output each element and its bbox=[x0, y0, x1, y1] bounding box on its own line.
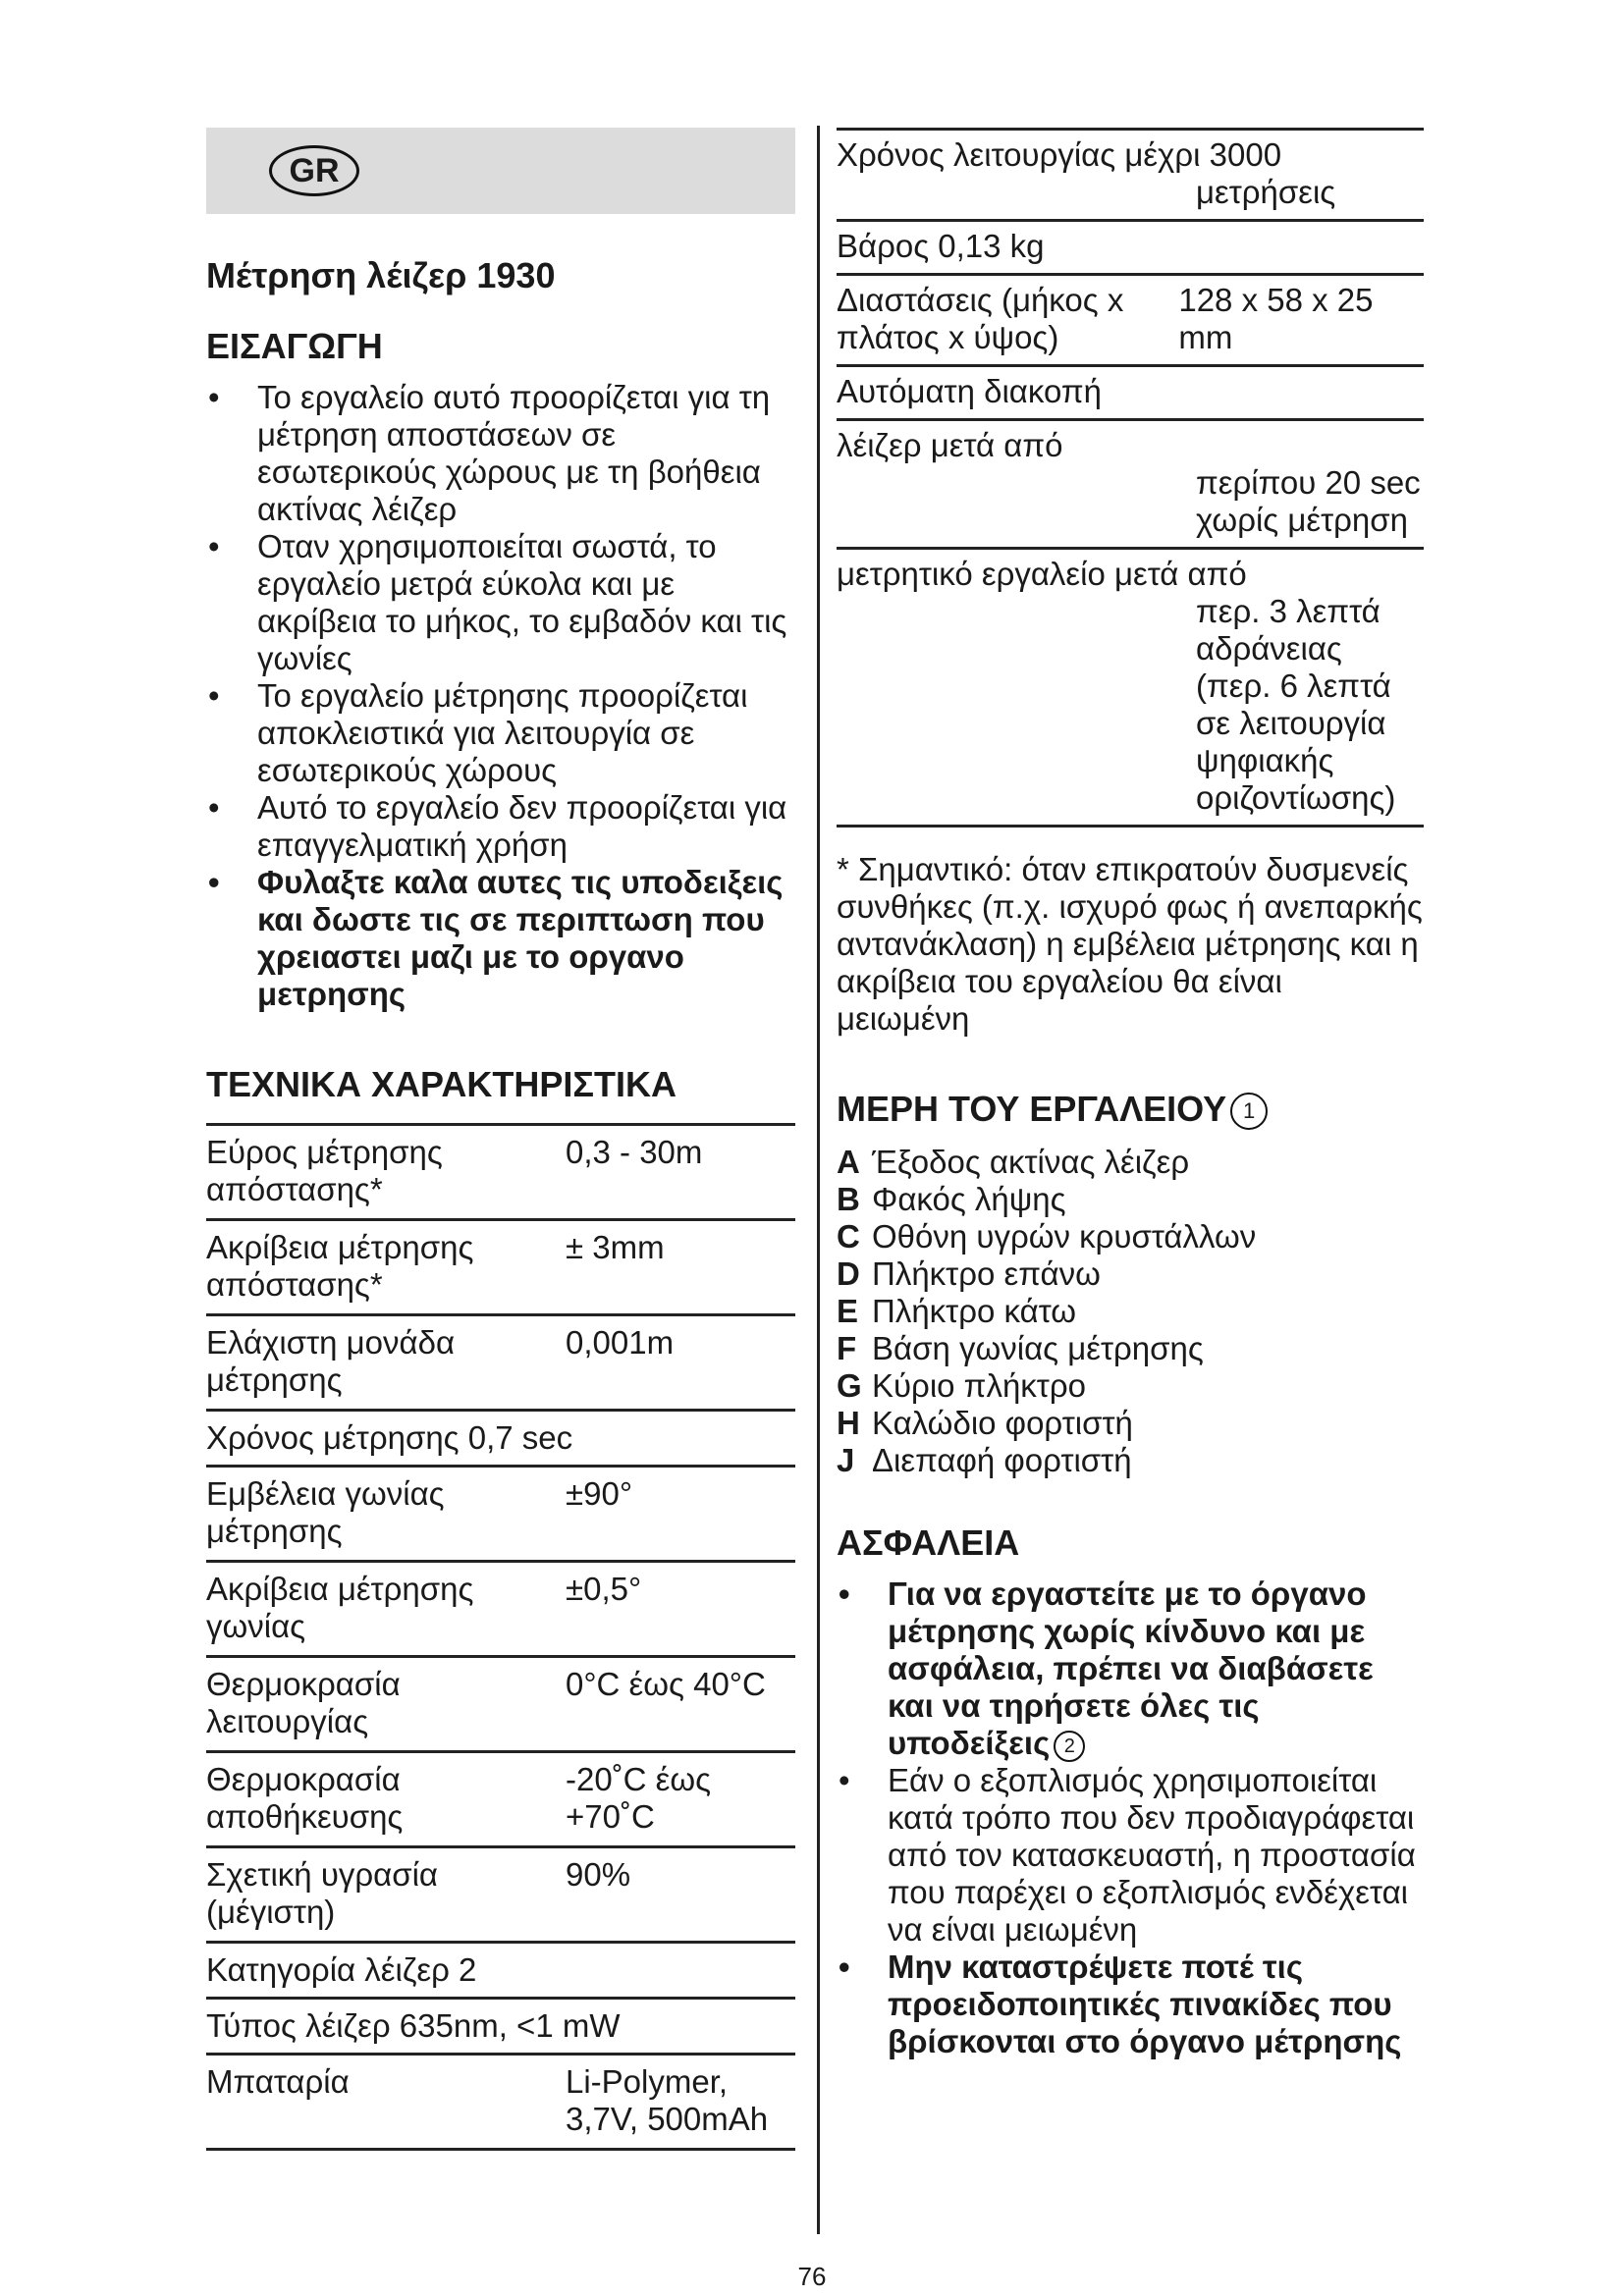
spec-label: μετρητικό εργαλείο μετά από bbox=[837, 556, 1247, 592]
spec-row bbox=[206, 1943, 795, 1999]
spec-label: Βάρος 0,13 kg bbox=[837, 228, 1045, 264]
part-label: Διεπαφή φορτιστή bbox=[872, 1442, 1132, 1478]
right-column bbox=[837, 128, 1424, 2060]
part-letter: B bbox=[837, 1181, 860, 1217]
spec-label: Εύρος μέτρησης απόστασης* bbox=[206, 1134, 443, 1207]
spec-row bbox=[206, 1220, 795, 1315]
spec-row-auto-off bbox=[837, 364, 1424, 418]
part-item bbox=[837, 1218, 1424, 1255]
spec-value: Li-Polymer, 3,7V, 500mAh bbox=[566, 2063, 769, 2137]
spec-label: Εμβέλεια γωνίας μέτρησης bbox=[206, 1475, 445, 1549]
spec-row-weight bbox=[837, 219, 1424, 273]
part-letter: A bbox=[837, 1144, 860, 1180]
spec-label: Ακρίβεια μέτρησης γωνίας bbox=[206, 1571, 474, 1644]
spec-value: 0°C έως 40°C bbox=[566, 1666, 766, 1702]
part-letter: H bbox=[837, 1405, 860, 1441]
spec-row bbox=[206, 1657, 795, 1752]
left-column bbox=[206, 128, 795, 2151]
spec-label: Σχετική υγρασία (μέγιστη) bbox=[206, 1856, 438, 1930]
intro-item bbox=[206, 789, 795, 864]
part-label: Πλήκτρο κάτω bbox=[872, 1293, 1077, 1329]
spec-full: Χρόνος μέτρησης 0,7 sec bbox=[206, 1419, 573, 1456]
page-number: 76 bbox=[797, 2262, 827, 2291]
safety-item bbox=[837, 1949, 1424, 2060]
spec-label: Ελάχιστη μονάδα μέτρησης bbox=[206, 1324, 456, 1398]
part-label: Καλώδιο φορτιστή bbox=[872, 1405, 1133, 1441]
intro-item bbox=[206, 528, 795, 677]
intro-item-text: Το εργαλείο μέτρησης προορίζεται αποκλειστικά για λειτουργία σε εσωτερικούς χώρους bbox=[257, 677, 748, 788]
part-item bbox=[837, 1442, 1424, 1479]
intro-list bbox=[206, 379, 795, 1013]
language-badge: GR bbox=[269, 145, 359, 196]
safety-item bbox=[837, 1762, 1424, 1949]
part-item bbox=[837, 1293, 1424, 1330]
parts-heading-text: ΜΕΡΗ ΤΟΥ ΕΡΓΑΛΕΙΟΥ bbox=[837, 1089, 1227, 1129]
spec-label: Θερμοκρασία αποθήκευσης bbox=[206, 1761, 404, 1835]
spec-value: ±0,5° bbox=[566, 1571, 642, 1607]
part-letter: J bbox=[837, 1442, 855, 1478]
tech-specs-heading: ΤΕΧΝΙΚΑ ΧΑΡΑΚΤΗΡΙΣΤΙΚΑ bbox=[206, 1064, 677, 1104]
spec-row-dimensions bbox=[837, 273, 1424, 364]
intro-item-text: Το εργαλείο αυτό προορίζεται για τη μέτρηση αποστάσεων σε εσωτερικούς χώρους με τη βοήθεια ακτίνας λέιζερ bbox=[257, 379, 771, 527]
intro-item bbox=[206, 677, 795, 789]
spec-value: -20˚C έως +70˚C bbox=[566, 1761, 712, 1835]
spec-row bbox=[206, 1467, 795, 1562]
intro-heading: ΕΙΣΑΓΩΓΗ bbox=[206, 326, 383, 366]
spec-label: Ακρίβεια μέτρησης απόστασης* bbox=[206, 1229, 474, 1303]
spec-label: Διαστάσεις (μήκος x πλάτος x ύψος) bbox=[837, 282, 1124, 355]
part-letter: C bbox=[837, 1218, 860, 1255]
part-label: Φακός λήψης bbox=[872, 1181, 1066, 1217]
part-label: Βάση γωνίας μέτρησης bbox=[872, 1330, 1204, 1366]
intro-item bbox=[206, 379, 795, 528]
spec-label: Μπαταρία bbox=[206, 2063, 350, 2100]
spec-value: χωρίς μέτρηση bbox=[1196, 502, 1408, 538]
tech-specs-table bbox=[206, 1123, 795, 2151]
part-item bbox=[837, 1144, 1424, 1181]
spec-full: Κατηγορία λέιζερ 2 bbox=[206, 1951, 477, 1988]
spec-value: ± 3mm bbox=[566, 1229, 665, 1265]
specs-continued bbox=[837, 128, 1424, 828]
spec-value: 90% bbox=[566, 1856, 631, 1893]
part-label: Οθόνη υγρών κρυστάλλων bbox=[872, 1218, 1257, 1255]
intro-item-text: Φυλαξτε καλα αυτες τις υποδειξεις και δωστε τις σε περιπτωση που χρειαστει μαζι με το οργανο μετρησης bbox=[257, 864, 784, 1012]
spec-full: Τύπος λέιζερ 635nm, <1 mW bbox=[206, 2007, 621, 2044]
language-band bbox=[206, 128, 795, 214]
part-item bbox=[837, 1255, 1424, 1293]
safety-heading: ΑΣΦΑΛΕΙΑ bbox=[837, 1522, 1020, 1563]
spec-row-operating-time bbox=[837, 128, 1424, 219]
spec-row bbox=[206, 2055, 795, 2150]
intro-item-text: Αυτό το εργαλείο δεν προορίζεται για επαγγελματική χρήση bbox=[257, 789, 787, 863]
spec-value: 0,3 - 30m bbox=[566, 1134, 703, 1170]
spec-value: 128 x 58 x 25 mm bbox=[1178, 282, 1374, 355]
safety-item-text: Για να εργαστείτε με το όργανο μέτρησης χωρίς κίνδυνο και με ασφάλεια, πρέπει να διαβάσετε και να τηρήσετε όλες τις υποδείξεις bbox=[888, 1575, 1374, 1761]
part-letter: D bbox=[837, 1255, 860, 1292]
spec-row bbox=[206, 1411, 795, 1467]
spec-value: μετρήσεις bbox=[1196, 174, 1336, 210]
spec-row bbox=[206, 1315, 795, 1411]
part-label: Πλήκτρο επάνω bbox=[872, 1255, 1101, 1292]
parts-list bbox=[837, 1144, 1424, 1479]
intro-item-text: Οταν χρησιμοποιείται σωστά, το εργαλείο μετρά εύκολα και με ακρίβεια το μήκος, το εμβαδόν και τις γωνίες bbox=[257, 528, 787, 676]
spec-row-laser-off bbox=[837, 418, 1424, 547]
measurement-note: * Σημαντικό: όταν επικρατούν δυσμενείς συνθήκες (π.χ. ισχυρό φως ή ανεπαρκής αντανάκλαση) η εμβέλεια μέτρησης και η ακρίβεια του εργαλείου θα είναι μειωμένη bbox=[837, 851, 1423, 1037]
spec-row bbox=[206, 1847, 795, 1943]
part-label: Κύριο πλήκτρο bbox=[872, 1367, 1086, 1404]
spec-row bbox=[206, 1562, 795, 1657]
part-letter: E bbox=[837, 1293, 859, 1329]
spec-label: λέιζερ μετά από bbox=[837, 427, 1063, 463]
safety-item bbox=[837, 1575, 1424, 1762]
spec-value: ±90° bbox=[566, 1475, 633, 1512]
spec-value: περ. 3 λεπτά αδράνειας (περ. 6 λεπτά σε λειτουργία ψηφιακής οριζοντίωσης) bbox=[1196, 593, 1396, 816]
spec-row bbox=[206, 1752, 795, 1847]
safety-item-text: Μην καταστρέψετε ποτέ τις προειδοποιητικές πινακίδες που βρίσκονται στο όργανο μέτρησης bbox=[888, 1949, 1402, 2059]
part-letter: F bbox=[837, 1330, 857, 1366]
part-item bbox=[837, 1405, 1424, 1442]
spec-row bbox=[206, 1125, 795, 1220]
column-divider bbox=[817, 126, 820, 2234]
part-label: Έξοδος ακτίνας λέιζερ bbox=[872, 1144, 1190, 1180]
page-title: Μέτρηση λέιζερ 1930 bbox=[206, 255, 556, 295]
intro-item bbox=[206, 864, 795, 1013]
part-item bbox=[837, 1367, 1424, 1405]
parts-heading bbox=[837, 1089, 1424, 1130]
spec-label: Αυτόματη διακοπή bbox=[837, 373, 1102, 409]
spec-label: Θερμοκρασία λειτουργίας bbox=[206, 1666, 401, 1739]
safety-list bbox=[837, 1575, 1424, 2060]
spec-row bbox=[206, 1999, 795, 2055]
safety-item-text: Εάν ο εξοπλισμός χρησιμοποιείται κατά τρόπο που δεν προδιαγράφεται από τον κατασκευαστή, η προστασία που παρέχει ο εξοπλισμός ενδέχεται να είναι μειωμένη bbox=[888, 1762, 1416, 1948]
part-letter: G bbox=[837, 1367, 862, 1404]
part-item bbox=[837, 1330, 1424, 1367]
spec-value: περίπου 20 sec bbox=[1196, 464, 1421, 501]
figure-reference: 2 bbox=[1054, 1731, 1085, 1762]
part-item bbox=[837, 1181, 1424, 1218]
spec-label: Χρόνος λειτουργίας μέχρι 3000 bbox=[837, 136, 1282, 173]
spec-row-tool-off bbox=[837, 547, 1424, 828]
spec-value: 0,001m bbox=[566, 1324, 675, 1361]
figure-reference: 1 bbox=[1230, 1093, 1268, 1130]
